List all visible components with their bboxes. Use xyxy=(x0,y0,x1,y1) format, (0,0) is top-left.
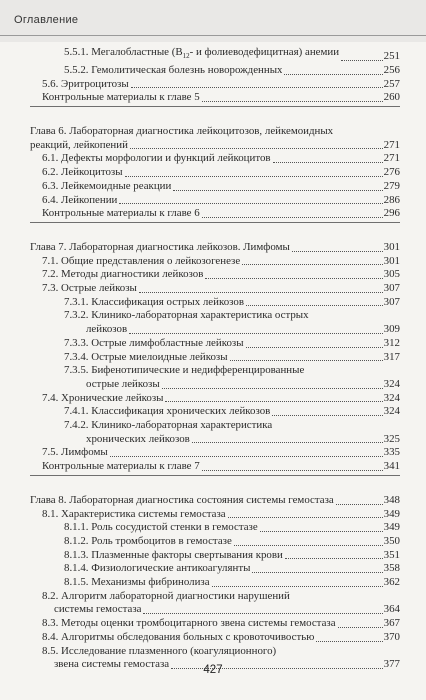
toc-page-number: 251 xyxy=(383,50,400,63)
toc-entry[interactable] xyxy=(30,180,400,194)
toc-entry-title: 8.4. Алгоритмы обследования больных с кровоточивостью xyxy=(42,630,315,643)
dot-leader xyxy=(202,470,383,471)
dot-leader xyxy=(242,264,382,265)
page-number: 427 xyxy=(203,664,223,676)
toc-entry-title: 7.1. Общие представления о лейкозогенезе xyxy=(42,254,241,267)
toc-entry-title: 5.5.2. Гемолитическая болезнь новорожденных xyxy=(64,63,283,76)
toc-entry-title: Контрольные материалы к главе 5 xyxy=(42,91,200,104)
toc-page-number: 358 xyxy=(383,562,400,575)
dot-leader xyxy=(338,627,383,628)
toc-page-number: 367 xyxy=(383,617,400,630)
toc-entry-title: хронических лейкозов xyxy=(86,432,190,445)
toc-entry-title: реакций, лейкопений xyxy=(30,138,128,151)
table-of-contents xyxy=(30,46,400,673)
toc-entry[interactable] xyxy=(30,91,400,105)
toc-page-number: 307 xyxy=(383,282,400,295)
toc-entry-title: 5.6. Эритроцитозы xyxy=(42,77,129,90)
dot-leader xyxy=(246,347,383,348)
toc-entry-title: 7.4.1. Классификация хронических лейкозов xyxy=(64,405,271,418)
toc-page-number: 307 xyxy=(383,295,400,308)
toc-entry[interactable] xyxy=(30,207,400,221)
dot-leader xyxy=(246,305,383,306)
dot-leader xyxy=(272,415,382,416)
dot-leader xyxy=(202,101,383,102)
toc-page-number: 276 xyxy=(383,166,400,179)
dot-leader xyxy=(192,442,383,443)
toc-entry-title: 8.1. Характеристика системы гемостаза xyxy=(42,507,226,520)
dot-leader xyxy=(165,401,382,402)
dot-leader xyxy=(292,251,383,252)
dot-leader xyxy=(230,360,383,361)
toc-page-number: 260 xyxy=(383,91,400,104)
toc-entry[interactable] xyxy=(30,268,400,282)
toc-entry[interactable] xyxy=(30,603,400,617)
toc-entry[interactable] xyxy=(30,562,400,576)
dot-leader xyxy=(336,504,383,505)
toc-entry-title: 7.3.3. Острые лимфобластные лейкозы xyxy=(64,336,244,349)
toc-entry[interactable] xyxy=(30,576,400,590)
toc-page-number: 271 xyxy=(383,138,400,151)
toc-page-number: 257 xyxy=(383,77,400,90)
toc-entry[interactable] xyxy=(30,446,400,460)
toc-entry[interactable] xyxy=(30,433,400,447)
toc-entry-title: острые лейкозы xyxy=(86,377,160,390)
toc-block xyxy=(30,125,400,223)
toc-entry[interactable] xyxy=(30,508,400,522)
toc-page-number: 349 xyxy=(383,521,400,534)
toc-entry[interactable] xyxy=(30,549,400,563)
toc-entry[interactable] xyxy=(30,152,400,166)
toc-entry[interactable] xyxy=(30,631,400,645)
toc-entry-title: 7.2. Методы диагностики лейкозов xyxy=(42,268,204,281)
dot-leader xyxy=(143,613,382,614)
dot-leader xyxy=(202,217,383,218)
toc-entry-title: 8.1.5. Механизмы фибринолиза xyxy=(64,576,210,589)
subscript: 12 xyxy=(182,52,190,61)
dot-leader xyxy=(131,87,383,88)
toc-entry-title: 8.1.2. Роль тромбоцитов в гемостазе xyxy=(64,534,232,547)
toc-entry-title: 6.4. Лейкопении xyxy=(42,193,118,206)
toc-entry-title-line: 7.3.5. Бифенотипические и недифференцированные xyxy=(64,364,305,377)
toc-entry[interactable] xyxy=(30,351,400,365)
dot-leader xyxy=(129,333,383,334)
toc-entry-title-line: 7.3.2. Клинико-лабораторная характеристика острых xyxy=(64,309,309,322)
running-header xyxy=(0,0,426,42)
toc-entry-title-line: 8.5. Исследование плазменного (коагуляционного) xyxy=(42,644,277,657)
toc-entry-title: 8.3. Методы оценки тромбоцитарного звена системы гемостаза xyxy=(42,617,336,630)
toc-entry[interactable] xyxy=(30,460,400,474)
toc-page-number: 335 xyxy=(383,446,400,459)
toc-entry[interactable] xyxy=(30,337,400,351)
toc-page-number: 349 xyxy=(383,507,400,520)
toc-entry-title: 7.3.1. Классификация острых лейкозов xyxy=(64,295,244,308)
dot-leader xyxy=(273,162,383,163)
toc-entry-title: Глава 8. Лабораторная диагностика состояния системы гемостаза xyxy=(30,493,334,506)
dot-leader xyxy=(162,388,383,389)
toc-entry-title: 7.5. Лимфомы xyxy=(42,446,108,459)
toc-entry-title: 6.1. Дефекты морфологии и функций лейкоцитов xyxy=(42,152,271,165)
toc-entry[interactable] xyxy=(30,296,400,310)
dot-leader xyxy=(260,531,383,532)
toc-entry[interactable] xyxy=(30,392,400,406)
toc-entry-title xyxy=(64,46,339,64)
toc-entry-title: системы гемостаза xyxy=(54,603,142,616)
toc-page-number: 350 xyxy=(383,534,400,547)
dot-leader xyxy=(125,176,383,177)
toc-entry-title: 7.4. Хронические лейкозы xyxy=(42,391,164,404)
toc-entry-title: 6.3. Лейкемоидные реакции xyxy=(42,179,172,192)
header-rule xyxy=(0,35,426,36)
dot-leader xyxy=(110,456,383,457)
toc-page-number: 364 xyxy=(383,603,400,616)
dot-leader xyxy=(130,148,383,149)
dot-leader xyxy=(212,586,383,587)
toc-entry-title-part: 5.5.1. Мегалобластные (B xyxy=(64,46,183,58)
toc-page-number: 341 xyxy=(383,460,400,473)
toc-entry-title: Контрольные материалы к главе 6 xyxy=(42,207,200,220)
toc-entry-title: 8.1.3. Плазменные факторы свертывания крови xyxy=(64,548,283,561)
toc-page-number: 348 xyxy=(383,493,400,506)
toc-entry[interactable] xyxy=(30,378,400,392)
dot-leader xyxy=(205,278,382,279)
toc-page-number: 309 xyxy=(383,323,400,336)
toc-page-number: 351 xyxy=(383,548,400,561)
toc-entry-title: 6.2. Лейкоцитозы xyxy=(42,166,123,179)
toc-entry[interactable] xyxy=(30,521,400,535)
toc-entry[interactable] xyxy=(30,255,400,269)
toc-page-number: 370 xyxy=(383,630,400,643)
toc-entry-title-line: Глава 6. Лабораторная диагностика лейкоцитозов, лейкемоидных xyxy=(30,124,334,137)
dot-leader xyxy=(228,517,383,518)
toc-page-number: 324 xyxy=(383,377,400,390)
header-title: Оглавление xyxy=(14,14,79,26)
toc-entry-title: Контрольные материалы к главе 7 xyxy=(42,460,200,473)
toc-page-number: 296 xyxy=(383,207,400,220)
toc-entry[interactable] xyxy=(30,241,400,255)
dot-leader xyxy=(234,545,383,546)
dot-leader xyxy=(119,203,382,204)
dot-leader xyxy=(341,60,383,61)
toc-entry[interactable] xyxy=(30,46,400,64)
toc-entry[interactable] xyxy=(30,282,400,296)
toc-entry-title: лейкозов xyxy=(86,323,128,336)
toc-page-number: 362 xyxy=(383,576,400,589)
toc-entry[interactable] xyxy=(30,535,400,549)
dot-leader xyxy=(139,292,383,293)
toc-entry-title-line: 8.2. Алгоритм лабораторной диагностики нарушений xyxy=(42,589,290,602)
toc-entry[interactable] xyxy=(30,139,400,153)
toc-page-number: 324 xyxy=(383,405,400,418)
toc-page-number: 279 xyxy=(383,179,400,192)
toc-entry-title-line: 7.4.2. Клинико-лабораторная характеристика xyxy=(64,419,273,432)
toc-page-number: 325 xyxy=(383,432,400,445)
toc-entry[interactable] xyxy=(30,617,400,631)
toc-entry-title: 7.3. Острые лейкозы xyxy=(42,282,137,295)
toc-page-number: 317 xyxy=(383,350,400,363)
toc-page-number: 301 xyxy=(383,254,400,267)
toc-entry[interactable] xyxy=(30,494,400,508)
toc-block xyxy=(30,46,400,107)
toc-entry-title: 8.1.1. Роль сосудистой стенки в гемостазе xyxy=(64,521,258,534)
dot-leader xyxy=(173,190,382,191)
toc-page-number: 271 xyxy=(383,152,400,165)
toc-entry-title-part: - и фолиеводефицитная) анемии xyxy=(189,46,340,58)
toc-page-number: 256 xyxy=(383,63,400,76)
toc-entry[interactable] xyxy=(30,166,400,180)
toc-page-number: 312 xyxy=(383,336,400,349)
toc-entry[interactable] xyxy=(30,405,400,419)
toc-entry[interactable] xyxy=(30,78,400,92)
toc-entry-title: 8.1.4. Физиологические антикоагулянты xyxy=(64,562,251,575)
toc-page-number: 305 xyxy=(383,268,400,281)
toc-entry[interactable] xyxy=(30,64,400,78)
toc-entry-title: звена системы гемостаза xyxy=(54,658,170,671)
dot-leader xyxy=(316,641,382,642)
toc-entry[interactable] xyxy=(30,323,400,337)
dot-leader xyxy=(252,572,382,573)
toc-block xyxy=(30,494,400,673)
toc-page-number: 286 xyxy=(383,193,400,206)
toc-page-number: 301 xyxy=(383,240,400,253)
toc-entry-title: Глава 7. Лабораторная диагностика лейкозов. Лимфомы xyxy=(30,240,290,253)
toc-block xyxy=(30,241,400,476)
dot-leader xyxy=(285,558,383,559)
toc-entry[interactable] xyxy=(30,194,400,208)
dot-leader xyxy=(284,74,382,75)
toc-entry-title: 7.3.4. Острые миелоидные лейкозы xyxy=(64,350,228,363)
toc-page-number: 324 xyxy=(383,391,400,404)
toc-page-number: 377 xyxy=(383,658,400,671)
